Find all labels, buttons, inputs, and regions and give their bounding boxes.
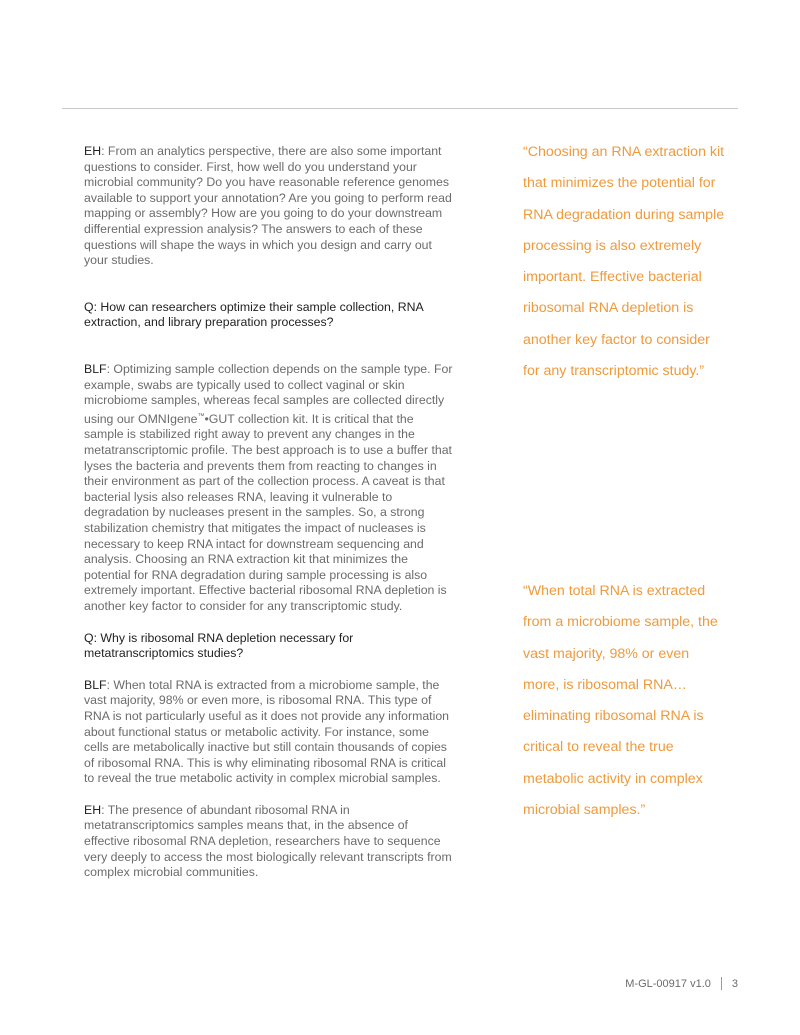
speaker-label: EH (84, 802, 102, 817)
paragraph-text: : The presence of abundant ribosomal RNA in metatranscriptomics samples means that, in the absence of effective ribosomal RNA depletion, researchers have to sequence very deeply to access the most biologically relevant transcripts from complex microbial communities. (84, 802, 452, 880)
main-column (84, 144, 456, 881)
paragraph-eh-depletion (84, 803, 456, 881)
paragraph-blf-ribosomal (84, 678, 456, 787)
paragraph-text: : Optimizing sample collection depends on the sample type. For example, swabs are typically used to collect vaginal or skin microbiome samples, whereas fecal samples are collected directly using our OMNIgene (84, 361, 453, 426)
paragraph-eh-analytics (84, 144, 456, 269)
pull-quote-2: “When total RNA is extracted from a microbiome sample, the vast majority, 98% or even more, is ribosomal RNA… eliminating ribosomal RNA is critical to reveal the true metabolic activity in complex microbial samples.” (523, 583, 718, 819)
paragraph-blf-sample-collection (84, 362, 456, 615)
page-number: 3 (731, 977, 738, 990)
speaker-label: EH (84, 144, 102, 158)
paragraph-text: : When total RNA is extracted from a microbiome sample, the vast majority, 98% or even more, is ribosomal RNA. This type of RNA is not particularly useful as it does not provide any information about functional status or metabolic activity. For instance, some cells are metabolically inactive but still contain thousands of copies of ribosomal RNA. This is why eliminating ribosomal RNA is critical to reveal the true metabolic activity in complex microbial samples. (84, 677, 449, 786)
trademark-symbol: ™ (197, 412, 205, 420)
pull-quote-1: “Choosing an RNA extraction kit that minimizes the potential for RNA degradation during sample processing is also extremely important. Effective bacterial ribosomal RNA depletion is another key factor to consider for any transcriptomic study.” (523, 144, 725, 380)
document-id: M-GL-00917 v1.0 (625, 977, 711, 990)
paragraph-text: : From an analytics perspective, there are also some important questions to consider. First, how well do you understand your microbial community? Do you have reasonable reference genomes available to support your annotation? Are you going to perform read mapping or assembly? How are you going to do your downstream differential expression analysis? The answers to each of these questions will shape the ways in which you design and carry out your studies. (84, 144, 452, 268)
footer-separator (721, 977, 722, 990)
paragraph-text: •GUT collection kit. It is critical that the sample is stabilized right away to prevent any changes in the metatranscriptomic profile. The best approach is to use a buffer that lyses the bacteria and prevents them from reacting to changes in their environment as part of the collection process. A caveat is that bacterial lysis also releases RNA, leaving it vulnerable to degradation by nucleases present in the samples. So, a strong stabilization chemistry that mitigates the impact of nucleases is necessary to keep RNA intact for downstream sequencing and analysis. Choosing an RNA extraction kit that minimizes the potential for RNA degradation during sample processing is also extremely important. Effective bacterial ribosomal RNA depletion is another key factor to consider for any transcriptomic study. (84, 411, 452, 613)
question-heading-1: Q: How can researchers optimize their sample collection, RNA extraction, and library preparation processes? (84, 299, 423, 330)
speaker-label: BLF (84, 361, 107, 376)
page-footer (625, 977, 738, 990)
header-divider (62, 108, 738, 109)
speaker-label: BLF (84, 677, 107, 692)
question-heading-2: Q: Why is ribosomal RNA depletion necessary for metatranscriptomics studies? (84, 630, 354, 661)
